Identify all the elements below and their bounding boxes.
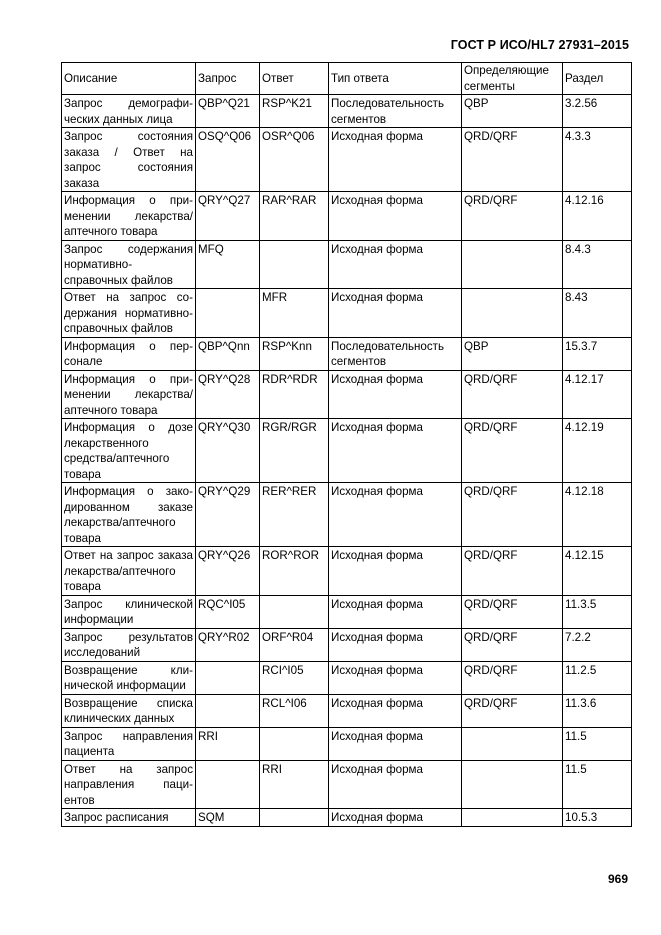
cell-segments: QBP xyxy=(462,95,563,128)
cell-segments: QRD/QRF xyxy=(462,370,563,419)
cell-section: 11.5 xyxy=(563,727,632,760)
table-row xyxy=(62,337,632,370)
cell-segments: QRD/QRF xyxy=(462,483,563,547)
cell-response-type: Исходная форма xyxy=(329,483,462,547)
cell-description: Запрос состояния заказа / Ответ на запрос состояния заказа xyxy=(62,128,196,192)
cell-segments: QRD/QRF xyxy=(462,661,563,694)
cell-response: ORF^R04 xyxy=(260,628,329,661)
cell-description: Запрос клинической информации xyxy=(62,595,196,628)
cell-response-type: Исходная форма xyxy=(329,192,462,241)
cell-response-type: Исходная форма xyxy=(329,727,462,760)
table-row xyxy=(62,419,632,483)
cell-response-type: Исходная форма xyxy=(329,809,462,827)
document-header: ГОСТ Р ИСО/HL7 27931–2015 xyxy=(450,38,629,52)
cell-request: SQM xyxy=(196,809,260,827)
table-row xyxy=(62,809,632,827)
cell-request: OSQ^Q06 xyxy=(196,128,260,192)
cell-section: 7.2.2 xyxy=(563,628,632,661)
cell-response: RAR^RAR xyxy=(260,192,329,241)
cell-section: 11.3.6 xyxy=(563,694,632,727)
table-row xyxy=(62,370,632,419)
cell-segments xyxy=(462,240,563,289)
cell-description: Возвращение списка клинических данных xyxy=(62,694,196,727)
cell-request: QBP^Q21 xyxy=(196,95,260,128)
table-row xyxy=(62,240,632,289)
cell-description: Информация о применении лекарства/аптечного товара xyxy=(62,192,196,241)
cell-request: QRY^Q29 xyxy=(196,483,260,547)
cell-segments xyxy=(462,809,563,827)
cell-request: MFQ xyxy=(196,240,260,289)
cell-request xyxy=(196,760,260,809)
cell-response xyxy=(260,727,329,760)
cell-segments: QRD/QRF xyxy=(462,128,563,192)
table-row xyxy=(62,727,632,760)
cell-description: Запрос демографических данных лица xyxy=(62,95,196,128)
cell-response-type: Исходная форма xyxy=(329,240,462,289)
cell-section: 8.4.3 xyxy=(563,240,632,289)
cell-response-type: Исходная форма xyxy=(329,595,462,628)
table-row xyxy=(62,289,632,338)
cell-section: 15.3.7 xyxy=(563,337,632,370)
cell-response xyxy=(260,240,329,289)
cell-response-type: Исходная форма xyxy=(329,419,462,483)
cell-description: Запрос направления пациента xyxy=(62,727,196,760)
table-header-row xyxy=(62,63,632,95)
cell-section: 10.5.3 xyxy=(563,809,632,827)
cell-response: RSP^K21 xyxy=(260,95,329,128)
cell-description: Ответ на запрос заказа лекарства/аптечного товара xyxy=(62,547,196,596)
cell-response-type: Исходная форма xyxy=(329,128,462,192)
cell-response xyxy=(260,595,329,628)
cell-response-type: Исходная форма xyxy=(329,661,462,694)
cell-section: 4.12.16 xyxy=(563,192,632,241)
cell-segments xyxy=(462,760,563,809)
cell-response: OSR^Q06 xyxy=(260,128,329,192)
cell-response: ROR^ROR xyxy=(260,547,329,596)
col-header-segments: Определяющие сегменты xyxy=(462,63,563,95)
cell-request: QRY^R02 xyxy=(196,628,260,661)
cell-response: RER^RER xyxy=(260,483,329,547)
cell-response: RRI xyxy=(260,760,329,809)
cell-request: QRY^Q27 xyxy=(196,192,260,241)
table-row xyxy=(62,628,632,661)
cell-description: Информация о дозе лекарственного средства/аптечного товара xyxy=(62,419,196,483)
cell-response: RCI^I05 xyxy=(260,661,329,694)
cell-response-type: Последовательность сегментов xyxy=(329,95,462,128)
cell-request: QBP^Qnn xyxy=(196,337,260,370)
cell-description: Возвращение клинической информации xyxy=(62,661,196,694)
table-row xyxy=(62,547,632,596)
cell-response-type: Исходная форма xyxy=(329,370,462,419)
cell-description: Запрос результатов исследований xyxy=(62,628,196,661)
cell-segments: QRD/QRF xyxy=(462,192,563,241)
table-row xyxy=(62,661,632,694)
cell-description: Ответ на запрос направления пациентов xyxy=(62,760,196,809)
cell-response: RSP^Knn xyxy=(260,337,329,370)
table-row xyxy=(62,760,632,809)
cell-request: QRY^Q30 xyxy=(196,419,260,483)
cell-request xyxy=(196,694,260,727)
cell-response-type: Исходная форма xyxy=(329,289,462,338)
cell-segments: QBP xyxy=(462,337,563,370)
cell-request: QRY^Q26 xyxy=(196,547,260,596)
cell-section: 11.2.5 xyxy=(563,661,632,694)
cell-section: 4.12.18 xyxy=(563,483,632,547)
cell-section: 4.12.19 xyxy=(563,419,632,483)
cell-description: Информация о закодированном заказе лекарства/аптечного товара xyxy=(62,483,196,547)
cell-response: MFR xyxy=(260,289,329,338)
cell-description: Запрос содержания нормативно-справочных файлов xyxy=(62,240,196,289)
cell-section: 4.3.3 xyxy=(563,128,632,192)
cell-request: RRI xyxy=(196,727,260,760)
cell-section: 11.3.5 xyxy=(563,595,632,628)
table-row xyxy=(62,483,632,547)
cell-response: RDR^RDR xyxy=(260,370,329,419)
col-header-section: Раздел xyxy=(563,63,632,95)
col-header-response-type: Тип ответа xyxy=(329,63,462,95)
cell-segments xyxy=(462,289,563,338)
cell-segments xyxy=(462,727,563,760)
table-row xyxy=(62,595,632,628)
cell-section: 3.2.56 xyxy=(563,95,632,128)
cell-request xyxy=(196,289,260,338)
page-number: 969 xyxy=(607,872,628,886)
message-table xyxy=(61,62,632,827)
cell-segments: QRD/QRF xyxy=(462,628,563,661)
cell-section: 4.12.17 xyxy=(563,370,632,419)
cell-section: 4.12.15 xyxy=(563,547,632,596)
cell-segments: QRD/QRF xyxy=(462,419,563,483)
cell-request: QRY^Q28 xyxy=(196,370,260,419)
cell-response-type: Исходная форма xyxy=(329,628,462,661)
cell-section: 11.5 xyxy=(563,760,632,809)
cell-response: RGR/RGR xyxy=(260,419,329,483)
cell-segments: QRD/QRF xyxy=(462,595,563,628)
cell-segments: QRD/QRF xyxy=(462,547,563,596)
cell-response xyxy=(260,809,329,827)
col-header-description: Описание xyxy=(62,63,196,95)
cell-segments: QRD/QRF xyxy=(462,694,563,727)
cell-description: Ответ на запрос содержания нормативно-справочных файлов xyxy=(62,289,196,338)
cell-section: 8.43 xyxy=(563,289,632,338)
cell-description: Информация о применении лекарства/аптечного товара xyxy=(62,370,196,419)
table-row xyxy=(62,95,632,128)
table-row xyxy=(62,694,632,727)
cell-description: Запрос расписания xyxy=(62,809,196,827)
col-header-request: Запрос xyxy=(196,63,260,95)
cell-request xyxy=(196,661,260,694)
cell-response-type: Исходная форма xyxy=(329,694,462,727)
table-row xyxy=(62,128,632,192)
cell-request: RQC^I05 xyxy=(196,595,260,628)
cell-response-type: Исходная форма xyxy=(329,760,462,809)
col-header-response: Ответ xyxy=(260,63,329,95)
cell-response-type: Последовательность сегментов xyxy=(329,337,462,370)
table-row xyxy=(62,192,632,241)
cell-description: Информация о персонале xyxy=(62,337,196,370)
cell-response: RCL^I06 xyxy=(260,694,329,727)
cell-response-type: Исходная форма xyxy=(329,547,462,596)
